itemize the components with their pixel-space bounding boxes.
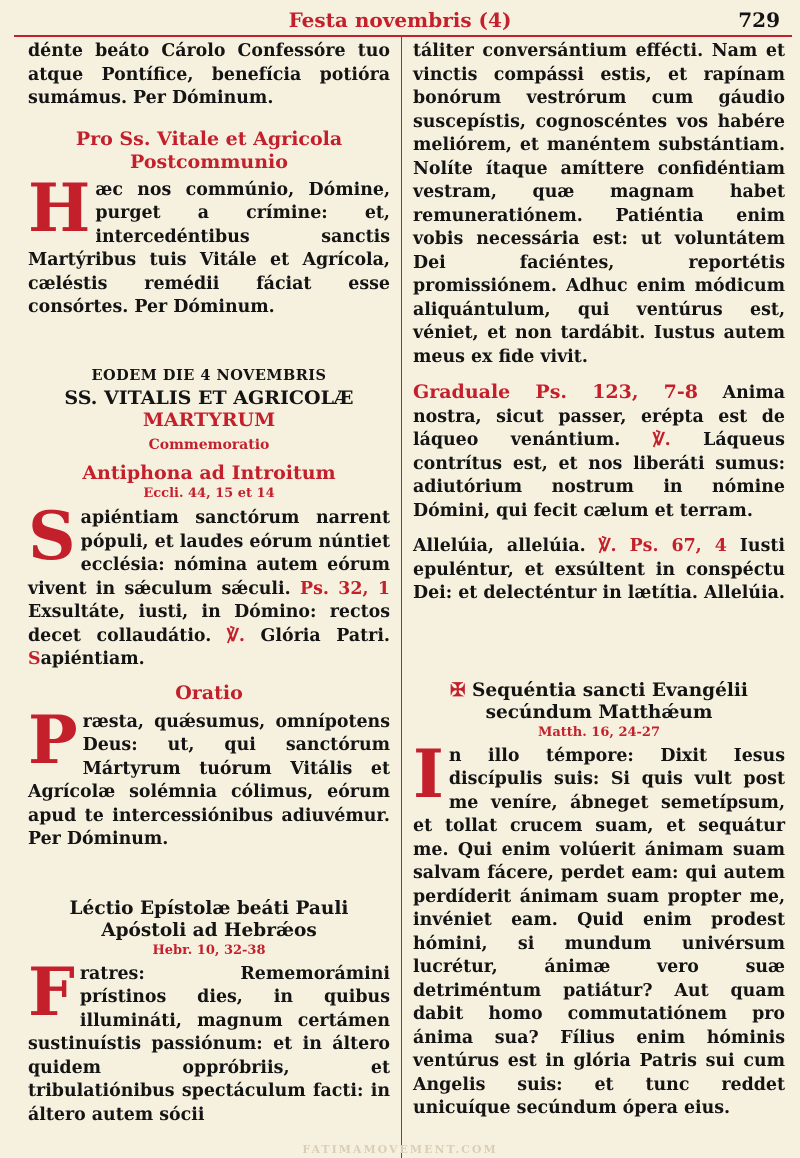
gospel-reference: Matth. 16, 24-27 (537, 724, 661, 740)
postcommunio-text: Hæc nos commúnio, Dómine, purget a crímine: et, intercedéntibus sanctis Martýribus tuis Vitále et Agrícola, cæléstis remédii fáciat esse consórtes. Per Dóminum. (28, 168, 390, 317)
introit-text: Sapiéntiam sanctórum narrent pópuli, et laudes eórum núntiet ecclésia: nómina autem eórum vivent in sǽculum sǽculi. Ps. 32, 1 Exsultáte, iusti, in Dómino: rectos decet collaudátio. ℣. Glória Patri. Sapiéntiam. (28, 497, 390, 669)
running-title: Festa novembris (4) (288, 8, 512, 32)
postcommunio-subtitle: Postcommunio (130, 150, 288, 173)
right-column (413, 40, 785, 1121)
alleluia-text: Allelúia, allelúia. ℣. Ps. 67, 4 Iusti epuléntur, et exsúltent in conspéctu Dei: et delecténtur in lætítia. Allelúia. (413, 536, 786, 603)
oratio-title: Oratio (175, 681, 243, 704)
introit-reference: Eccli. 44, 15 et 14 (143, 486, 275, 501)
versicle-symbol: ℣. (598, 536, 617, 556)
versicle-symbol: ℣. (226, 625, 245, 646)
lectio-title: Léctio Epístolæ beáti Pauli (69, 897, 349, 919)
column-divider (401, 37, 402, 1158)
feast-date: EODEM DIE 4 NOVEMBRIS (91, 366, 327, 384)
graduale-title: Graduale Ps. 123, 7-8 (413, 381, 698, 403)
versicle-symbol: ℣. (652, 430, 671, 450)
commemoratio-label: Commemoratio (148, 437, 270, 453)
header-rule (14, 35, 792, 37)
alleluia-reference: Ps. 67, 4 (629, 536, 727, 556)
cross-icon: ✠ (450, 679, 466, 701)
prayer-ending: dénte beáto Cárolo Confessóre tuo atque Pontífice, benefícia potióra sumámus. Per Dóminum. (28, 41, 390, 108)
lectio-continuation: táliter conversántium effécti. Nam et vinctis compássi estis, et rapínam bonórum vestrórum cum gáudio suscepístis, cognoscéntes vos habére meliórem, et manéntem substántiam. Nolíte ítaque amíttere confidéntiam vestram, quæ magnam habet remuneratiónem. Patiéntia enim vobis necessária est: ut voluntátem Dei faciéntes, reportétis promissiónem. Adhuc enim módicum aliquántulum, qui ventúrus est, véniet, et non tardábit. Iustus autem meus ex fide vivit. (413, 41, 785, 367)
postcommunio-title: Pro Ss. Vitale et Agricola (75, 127, 343, 150)
page-number: 729 (738, 8, 780, 32)
page-header (0, 0, 800, 36)
graduale-text: Graduale Ps. 123, 7-8 Anima nostra, sicut passer, erépta est de láqueo venántium. ℣. Láqueus contrítus est, et nos liberáti sumus: adiutórium nostrum in nómine Dómini, qui fecit cælum et terram. (413, 381, 785, 521)
gospel-subtitle: secúndum Matthǽum (485, 701, 713, 723)
drop-cap: H (28, 168, 91, 247)
feast-martyrum: MARTYRUM (142, 409, 276, 431)
gospel-text: In illo témpore: Dixit Iesus discípulis suis: Si quis vult post me veníre, ábneget semetípsum, et tollat crucem suam, et sequátur me. Qui enim volúerit ánimam suam salvam fácere, perdet eam: qui autem perdíderit ánimam suam propter me, invéniet eam. Quid enim prodest hómini, si mundum univérsum lucrétur, ánimæ vero suæ detriméntum patiátur? Aut quam dabit homo commutatiónem pro ánima sua? Fílius enim hóminis ventúrus est in glória Patris sui cum Angelis suis: et tunc reddet unicuíque secúndum ópera eius. (413, 734, 785, 1118)
psalm-reference: Ps. 32, 1 (300, 578, 390, 599)
gospel-title: ✠ Sequéntia sancti Evangélii (450, 679, 748, 701)
left-column (28, 40, 390, 1127)
feast-title: SS. VITALIS ET AGRICOLÆ (64, 387, 354, 409)
lectio-text: Fratres: Rememorámini prístinos dies, in quibus illumináti, magnum certámen sustinuístis passiónum: et in áltero quidem oppróbriis, et tribulatiónibus spectáculum facti: in áltero autem sócii (28, 952, 390, 1125)
watermark: FATIMAMOVEMENT.COM (302, 1143, 498, 1156)
introit-title: Antiphona ad Introitum (82, 462, 336, 484)
drop-cap: P (28, 700, 78, 779)
drop-cap: I (413, 734, 444, 813)
drop-cap: S (28, 497, 76, 575)
lectio-subtitle: Apóstoli ad Hebrǽos (101, 919, 317, 941)
oratio-text: Præsta, quǽsumus, omnípotens Deus: ut, qui sanctórum Mártyrum tuórum Vitális et Agrícolæ solémnia cólimus, eórum apud te intercessiónibus adiuvémur. Per Dóminum. (28, 700, 390, 849)
lectio-reference: Hebr. 10, 32-38 (152, 942, 266, 958)
drop-cap: F (28, 952, 75, 1031)
